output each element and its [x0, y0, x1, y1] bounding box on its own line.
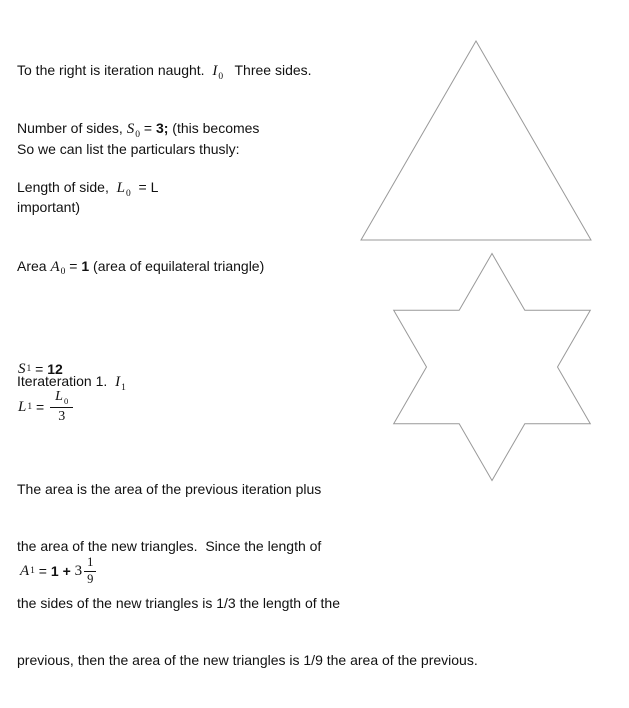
intro-line-2: So we can list the particulars thusly: [17, 140, 240, 157]
a1-eq-sign: = [34, 563, 51, 579]
math-sub-S0: 0 [135, 129, 140, 140]
area-tail: (area of equilateral triangle) [89, 257, 265, 274]
math-var-I0: I [212, 63, 218, 79]
sides-tail: (this becomes [168, 120, 260, 136]
math-var-L0-num: L [55, 389, 63, 405]
math-var-S0: S [126, 121, 135, 137]
length-eq: = [130, 179, 151, 195]
paragraph-line-4: previous, then the area of the new triangles is 1/9 the area of the previous. [17, 652, 478, 668]
paragraph-line-1: The area is the area of the previous iteration plus [17, 481, 322, 497]
iteration-0-triangle-figure [361, 41, 591, 240]
math-sub-L0-num: 0 [63, 395, 69, 406]
l1-fraction-denominator: 3 [58, 409, 66, 425]
intro-line-1-tail: Three sides. [223, 62, 312, 78]
iteration1-title: Iterateration 1. [17, 373, 116, 389]
length-value: L [150, 179, 159, 195]
math-var-S1: S [18, 360, 26, 377]
math-var-A1: A [20, 562, 30, 579]
math-sub-S1: 1 [26, 364, 32, 374]
area-value: 1 [81, 257, 90, 274]
a1-one: 1 [50, 563, 59, 579]
math-sub-L1: 1 [27, 402, 33, 412]
sides-eq: = [139, 120, 156, 136]
math-sub-I0: 0 [218, 71, 224, 82]
math-sub-L0: 0 [125, 188, 131, 199]
intro-line-1-text: To the right is iteration naught. [17, 62, 213, 78]
math-var-A0: A [50, 258, 60, 275]
s1-value: 12 [47, 361, 63, 377]
sides-label: Number of sides, [17, 120, 127, 136]
area-label: Area [17, 257, 51, 274]
math-sub-I1: 1 [121, 382, 126, 393]
iteration-1-star-figure [394, 254, 591, 481]
math-sub-A0: 0 [60, 267, 66, 277]
length-label: Length of side, [17, 179, 117, 195]
math-var-L0: L [116, 180, 125, 196]
paragraph-line-2: the area of the new triangles. Since the length of [17, 538, 322, 554]
l1-eq-sign: = [32, 399, 45, 415]
paragraph-line-3: the sides of the new triangles is 1/3 the length of the [17, 595, 340, 611]
a1-fraction-denominator: 9 [87, 571, 94, 586]
a1-coefficient: 3 [74, 562, 83, 579]
area-eq: = [65, 257, 82, 274]
math-var-L1: L [18, 398, 27, 415]
s1-eq-sign: = [31, 361, 48, 377]
math-sub-A1: 1 [30, 566, 35, 576]
sides-value: 3; [155, 120, 169, 136]
math-var-I1: I [115, 374, 121, 390]
a1-fraction-numerator: 1 [84, 556, 96, 571]
a1-plus: + [58, 563, 75, 579]
sides-cont-line: important) [17, 198, 81, 215]
